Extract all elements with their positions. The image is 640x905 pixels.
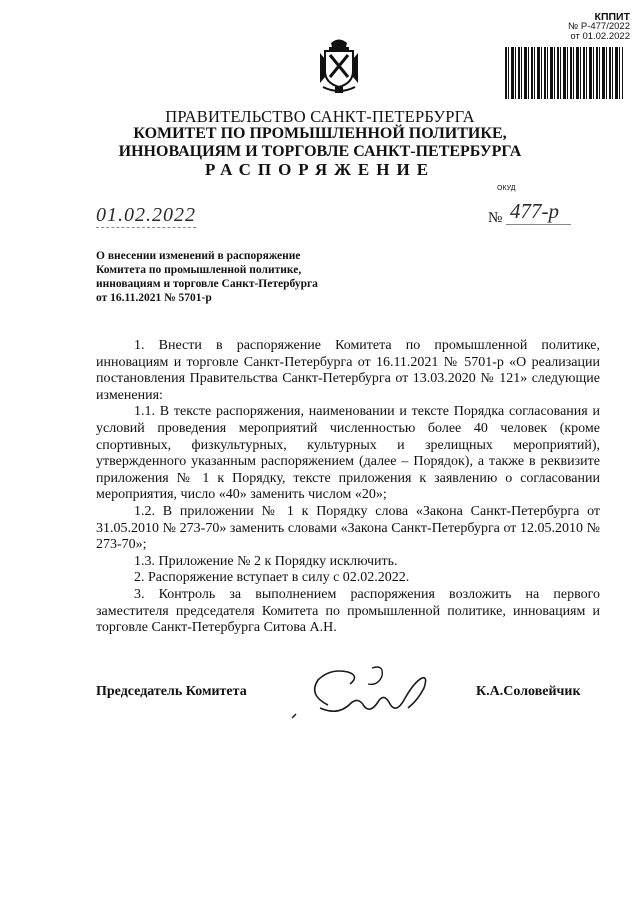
stamp-reg-date: от 01.02.2022 xyxy=(570,31,630,42)
body-paragraph: 2. Распоряжение вступает в силу с 02.02.2022. xyxy=(134,570,410,586)
subject-line: О внесении изменений в распоряжение xyxy=(96,250,301,262)
document-date: 01.02.2022 xyxy=(96,204,196,226)
subject-line: от 16.11.2021 № 5701-р xyxy=(96,292,212,304)
body-paragraph: 3. Контроль за выполнением распоряжения возложить на первого заместителя председателя Комитета по промышленной политике, инновациям и торговле Санкт-Петербурга Ситова А.Н. xyxy=(96,586,600,636)
document-body xyxy=(96,338,600,637)
okud-label: ОКУД xyxy=(497,185,516,192)
document-type: РАСПОРЯЖЕНИЕ xyxy=(204,160,436,179)
body-paragraph: 1. Внести в распоряжение Комитета по промышленной политике, инновациям и торговле Санкт-Петербурга от 16.11.2021 № 5701-р «О реализации постановления Правительства Санкт-Петербурга от 13.03.2020 № 121» следующие изменения: xyxy=(96,338,600,403)
committee-title-line1: КОМИТЕТ ПО ПРОМЫШЛЕННОЙ ПОЛИТИКЕ, xyxy=(133,125,507,142)
committee-title-line2: ИННОВАЦИЯМ И ТОРГОВЛЕ САНКТ-ПЕТЕРБУРГА xyxy=(118,143,522,160)
body-paragraph: 1.1. В тексте распоряжения, наименовании и тексте Порядка согласования и условий проведения мероприятий численностью более 40 человек (кроме спортивных, физкультурных, культурных и зрелищных мероприятий), утвержденного указанным распоряжением (далее – Порядок), а также в реквизите приложения № 1 к Порядку, тексте приложения к заявлению о согласовании мероприятия, число «40» заменить числом «20»; xyxy=(96,404,600,503)
number-sign: № xyxy=(488,210,503,226)
document-subject xyxy=(96,249,366,305)
handwritten-signature xyxy=(288,660,448,730)
barcode xyxy=(505,47,623,99)
body-paragraph: 1.3. Приложение № 2 к Порядку исключить. xyxy=(134,553,398,569)
subject-line: Комитета по промышленной политике, xyxy=(96,264,302,276)
signatory-name: К.А.Соловейчик xyxy=(476,684,581,699)
registration-stamp xyxy=(512,12,630,42)
document-number: 477-р xyxy=(506,199,571,225)
government-title: ПРАВИТЕЛЬСТВО САНКТ-ПЕТЕРБУРГА xyxy=(165,107,475,126)
stamp-reg-number: № Р-477/2022 xyxy=(568,21,630,32)
signatory-position: Председатель Комитета xyxy=(96,684,247,699)
body-paragraph: 1.2. В приложении № 1 к Порядку слова «Закона Санкт-Петербурга от 31.05.2010 № 273-70» заменить словами «Закона Санкт-Петербурга от 12.05.2010 № 273-70»; xyxy=(96,503,600,553)
stamp-title: КППИТ xyxy=(594,11,630,23)
subject-line: инновациям и торговле Санкт-Петербурга xyxy=(96,278,318,290)
coat-of-arms-emblem xyxy=(317,37,361,95)
